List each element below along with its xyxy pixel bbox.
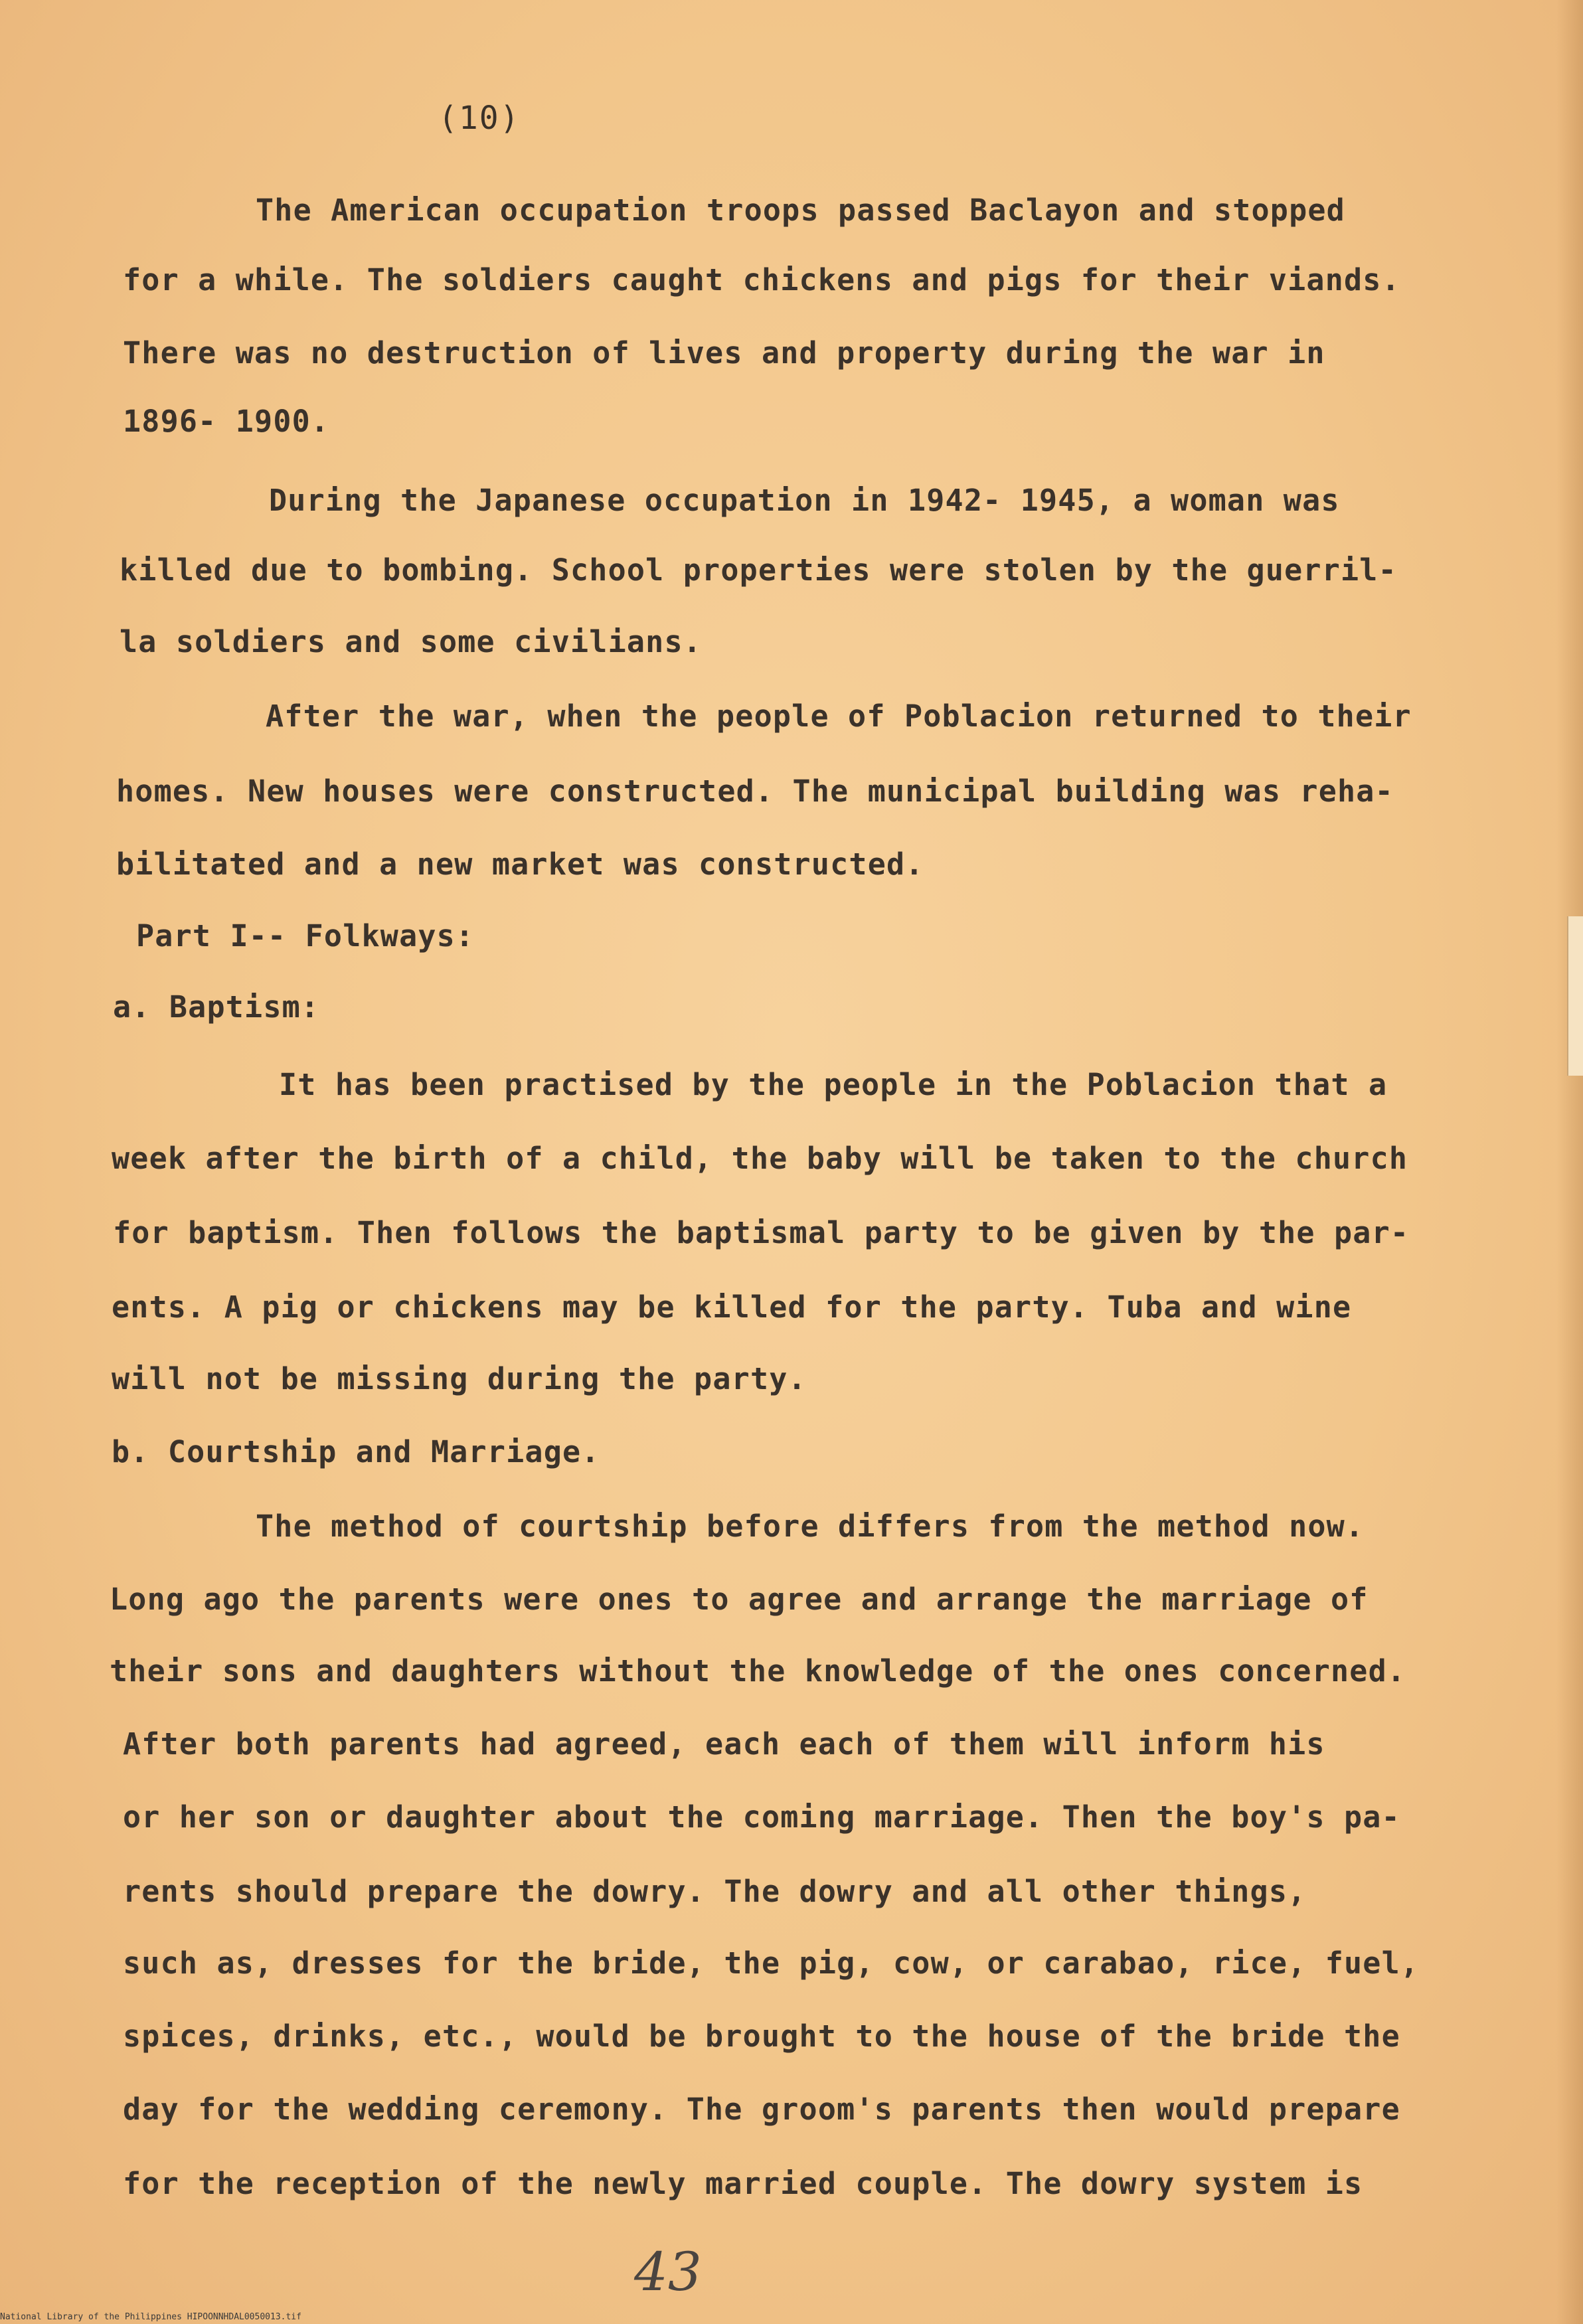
text-line: ents. A pig or chickens may be killed for the party. Tuba and wine bbox=[112, 1289, 1352, 1325]
text-line: will not be missing during the party. bbox=[112, 1361, 807, 1396]
page-edge-shadow bbox=[1556, 0, 1583, 2324]
text-line: rents should prepare the dowry. The dowry and all other things, bbox=[123, 1874, 1307, 1909]
text-line: their sons and daughters without the knowledge of the ones concerned. bbox=[110, 1653, 1406, 1689]
text-line: such as, dresses for the bride, the pig, cow, or carabao, rice, fuel, bbox=[123, 1946, 1420, 1981]
text-line: a. Baptism: bbox=[113, 989, 320, 1025]
text-line: week after the birth of a child, the baby will be taken to the church bbox=[112, 1141, 1408, 1176]
text-line: There was no destruction of lives and property during the war in bbox=[123, 335, 1325, 371]
text-line: homes. New houses were constructed. The municipal building was reha- bbox=[116, 774, 1394, 809]
paper-tab-mark bbox=[1567, 916, 1583, 1076]
text-line: day for the wedding ceremony. The groom's parents then would prepare bbox=[123, 2092, 1400, 2127]
text-line: for baptism. Then follows the baptismal party to be given by the par- bbox=[113, 1215, 1410, 1250]
archive-footer: National Library of the Philippines HIPOONNHDAL0050013.tif bbox=[0, 2312, 301, 2322]
text-line: for the reception of the newly married couple. The dowry system is bbox=[123, 2166, 1363, 2201]
text-line: It has been practised by the people in the Poblacion that a bbox=[279, 1067, 1388, 1102]
text-line: spices, drinks, etc., would be brought to the house of the bride the bbox=[123, 2019, 1400, 2054]
text-line: During the Japanese occupation in 1942- 1945, a woman was bbox=[269, 483, 1340, 518]
page-number: (10) bbox=[438, 100, 521, 137]
text-line: Part I-- Folkways: bbox=[136, 918, 475, 954]
text-line: After the war, when the people of Poblacion returned to their bbox=[266, 699, 1412, 734]
text-line: The method of courtship before differs from the method now. bbox=[256, 1509, 1365, 1544]
text-line: for a while. The soldiers caught chickens and pigs for their viands. bbox=[123, 262, 1400, 297]
text-line: or her son or daughter about the coming marriage. Then the boy's pa- bbox=[123, 1799, 1400, 1835]
text-line: killed due to bombing. School properties were stolen by the guerril- bbox=[120, 552, 1397, 588]
text-line: After both parents had agreed, each each of them will inform his bbox=[123, 1726, 1325, 1762]
text-line: bilitated and a new market was constructed. bbox=[116, 847, 924, 882]
text-line: la soldiers and some civilians. bbox=[120, 624, 703, 659]
text-line: 1896- 1900. bbox=[123, 404, 330, 439]
text-line: The American occupation troops passed Baclayon and stopped bbox=[256, 193, 1345, 228]
text-line: Long ago the parents were ones to agree and arrange the marriage of bbox=[110, 1582, 1369, 1617]
handwritten-folio-number: 43 bbox=[634, 2241, 702, 2303]
text-line: b. Courtship and Marriage. bbox=[112, 1434, 600, 1469]
